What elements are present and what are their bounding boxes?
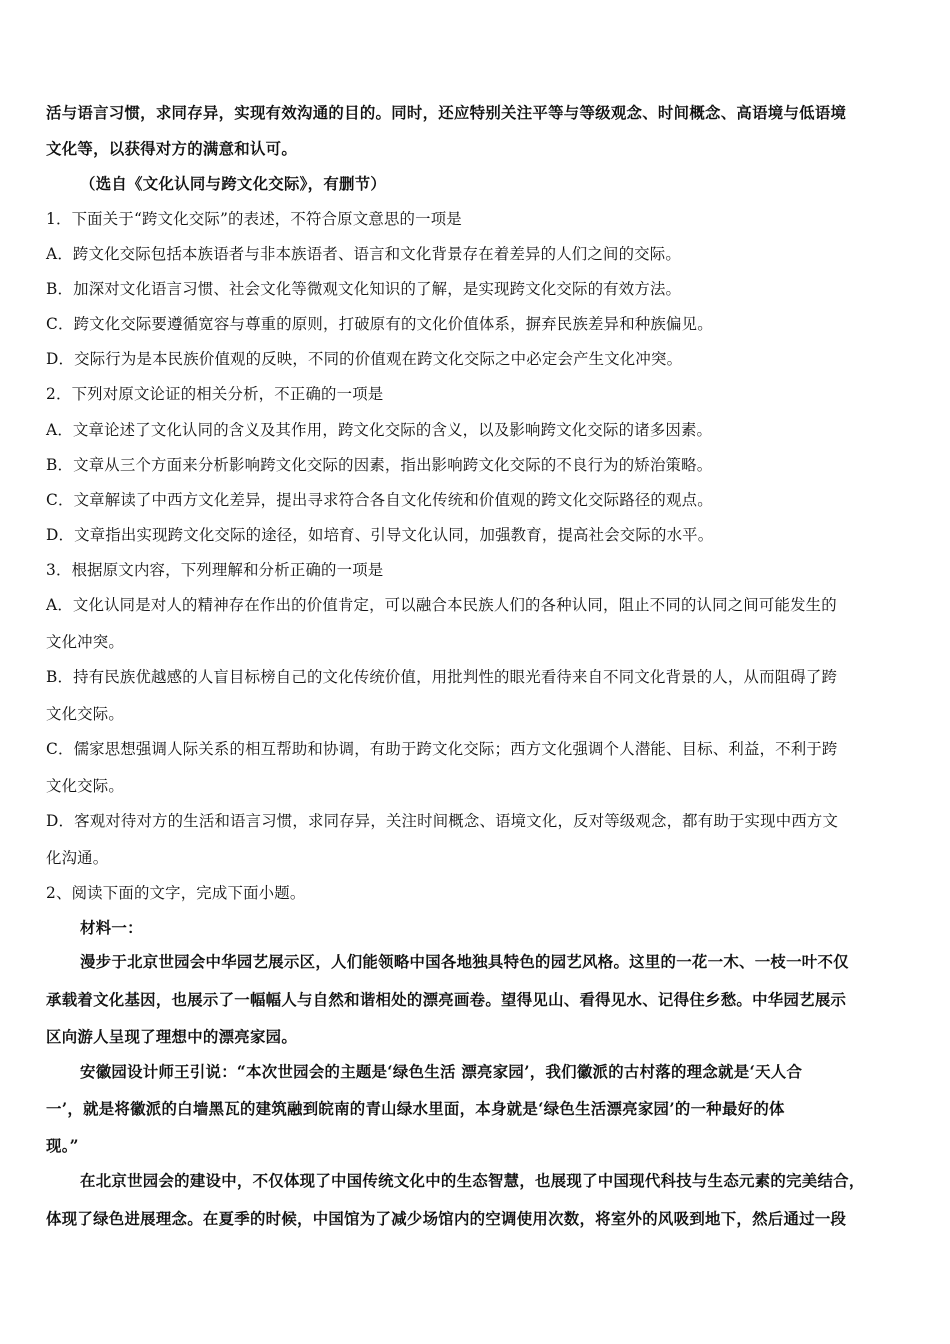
- option-a-continued: 文化冲突。: [46, 633, 124, 651]
- source-citation: （选自《文化认同与跨文化交际》，有删节）: [80, 175, 387, 193]
- option-d-continued: 化沟通。: [46, 849, 109, 867]
- option-c-continued: 文化交际。: [46, 777, 124, 795]
- question-stem: 3．根据原文内容，下列理解和分析正确的一项是: [46, 561, 384, 579]
- question-stem: 2．下列对原文论证的相关分析，不正确的一项是: [46, 385, 384, 403]
- material-label: 材料一：: [80, 919, 143, 937]
- section-heading: 2、阅读下面的文字，完成下面小题。: [46, 884, 306, 902]
- option-a: A．文化认同是对人的精神存在作出的价值肯定，可以融合本民族人们的各种认同，阻止不同的认同之间可能发生的: [46, 596, 837, 614]
- paragraph-line: 安徽园设计师王引说：“本次世园会的主题是‘绿色生活 漂亮家园’，我们徽派的古村落的理念就是‘天人合: [80, 1063, 803, 1081]
- option-c: C．文章解读了中西方文化差异，提出寻求符合各自文化传统和价值观的跨文化交际路径的观点。: [46, 491, 713, 509]
- option-b: B．加深对文化语言习惯、社会文化等微观文化知识的了解，是实现跨文化交际的有效方法。: [46, 280, 682, 298]
- option-b-continued: 文化交际。: [46, 705, 124, 723]
- option-b: B．文章从三个方面来分析影响跨文化交际的因素，指出影响跨文化交际的不良行为的矫治策略。: [46, 456, 713, 474]
- option-d: D．客观对待对方的生活和语言习惯，求同存异，关注时间概念、语境文化，反对等级观念，都有助于实现中西方文: [46, 812, 839, 830]
- option-c: C．跨文化交际要遵循宽容与尊重的原则，打破原有的文化价值体系，摒弃民族差异和种族偏见。: [46, 315, 713, 333]
- option-d: D．交际行为是本民族价值观的反映，不同的价值观在跨文化交际之中必定会产生文化冲突。: [46, 350, 683, 368]
- option-d: D．文章指出实现跨文化交际的途径，如培育、引导文化认同，加强教育，提高社会交际的水平。: [46, 526, 714, 544]
- question-stem: 1．下面关于“跨文化交际”的表述，不符合原文意思的一项是: [46, 210, 462, 228]
- paragraph-line: 承载着文化基因，也展示了一幅幅人与自然和谐相处的漂亮画卷。望得见山、看得见水、记得住乡愁。中华园艺展示: [46, 991, 847, 1009]
- paragraph-line: 体现了绿色进展理念。在夏季的时候，中国馆为了减少场馆内的空调使用次数，将室外的风吸到地下，然后通过一段: [46, 1210, 847, 1228]
- passage-line: 活与语言习惯，求同存异，实现有效沟通的目的。同时，还应特别关注平等与等级观念、时间概念、高语境与低语境: [46, 104, 847, 122]
- option-a: A．文章论述了文化认同的含义及其作用，跨文化交际的含义，以及影响跨文化交际的诸多因素。: [46, 421, 713, 439]
- option-b: B．持有民族优越感的人盲目标榜自己的文化传统价值，用批判性的眼光看待来自不同文化背景的人，从而阻碍了跨: [46, 668, 838, 686]
- option-c: C．儒家思想强调人际关系的相互帮助和协调，有助于跨文化交际；西方文化强调个人潜能、目标、利益，不利于跨: [46, 740, 838, 758]
- paragraph-line: 一’，就是将徽派的白墙黑瓦的建筑融到皖南的青山绿水里面，本身就是‘绿色生活漂亮家园’的一种最好的体: [46, 1100, 785, 1118]
- paragraph-line: 漫步于北京世园会中华园艺展示区，人们能领略中国各地独具特色的园艺风格。这里的一花一木、一枝一叶不仅: [80, 953, 849, 971]
- passage-line: 文化等，以获得对方的满意和认可。: [46, 140, 298, 158]
- option-a: A．跨文化交际包括本族语者与非本族语者、语言和文化背景存在着差异的人们之间的交际。: [46, 245, 681, 263]
- paragraph-line: 区向游人呈现了理想中的漂亮家园。: [46, 1028, 298, 1046]
- paragraph-line: 现。”: [46, 1137, 79, 1155]
- paragraph-line: 在北京世园会的建设中，不仅体现了中国传统文化中的生态智慧，也展现了中国现代科技与生态元素的完美结合，: [80, 1172, 865, 1190]
